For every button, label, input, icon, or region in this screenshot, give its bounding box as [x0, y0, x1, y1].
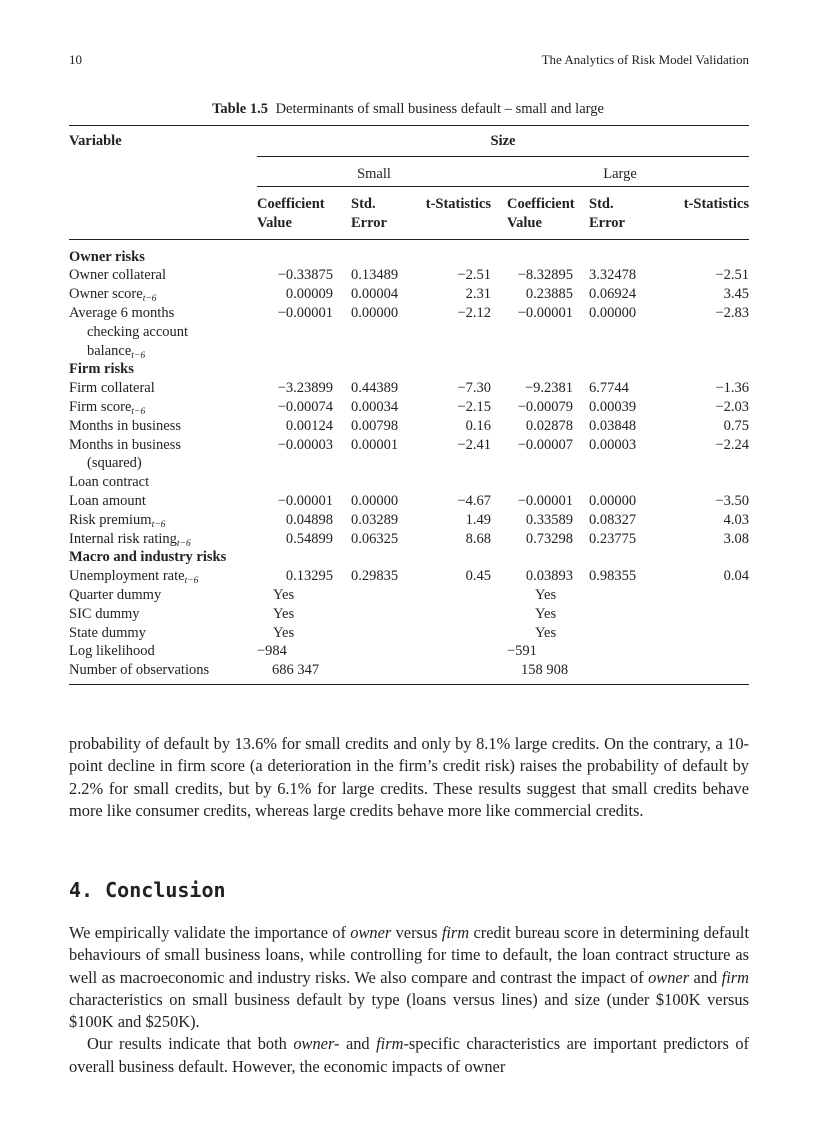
row-label: Loan amount: [69, 492, 146, 509]
large-t-stat: [653, 605, 749, 624]
table-caption-label: Table 1.5: [212, 101, 268, 117]
group-header-large: Large: [491, 157, 749, 187]
small-coefficient: Yes: [273, 624, 295, 641]
large-std-error: [583, 586, 653, 605]
large-std-error: 0.06924: [589, 286, 637, 303]
subheader-coef-small: Coefficient Value: [257, 196, 325, 231]
large-std-error: [583, 605, 653, 624]
row-label: Risk premium$_{t-6}$: [69, 511, 166, 530]
small-t-stat: [417, 624, 491, 643]
table-row: [69, 266, 749, 285]
table-row: [69, 642, 749, 661]
row-label: Firm collateral: [69, 380, 155, 397]
paragraph-conclusion: [69, 922, 749, 1078]
small-std-error: [345, 624, 417, 643]
large-std-error: 0.23775: [589, 530, 637, 547]
table-row: [69, 624, 749, 643]
subheader-coef-large: Coefficient Value: [507, 196, 575, 231]
small-t-stat: −7.30: [457, 380, 491, 397]
table-row: [69, 661, 749, 680]
section-label-macro: Macro and industry risks: [69, 549, 227, 566]
paragraph-conclusion-2: Our results indicate that both owner- and firm-specific characteristics are important predictors of overall business default. However, the economic impacts of owner: [69, 1034, 749, 1076]
large-coefficient: 0.02878: [525, 417, 573, 434]
table-row: [69, 398, 749, 417]
small-coefficient: −0.00003: [277, 436, 333, 453]
subheader-std-large: Std. Error: [589, 196, 625, 231]
small-std-error: 0.13489: [351, 267, 399, 284]
large-std-error: 0.00039: [589, 398, 637, 415]
row-label: Log likelihood: [69, 643, 155, 660]
small-coefficient: −0.00001: [277, 492, 333, 509]
large-std-error: 6.7744: [589, 380, 629, 397]
small-std-error: [345, 586, 417, 605]
large-coefficient: −9.2381: [524, 380, 573, 397]
small-coefficient: 0.13295: [285, 568, 333, 585]
large-coefficient: Yes: [535, 624, 557, 641]
large-t-stat: [653, 624, 749, 643]
row-label: Unemployment rate$_{t-6}$: [69, 568, 199, 587]
small-std-error: 0.00004: [351, 286, 399, 303]
row-label: Firm score$_{t-6}$: [69, 398, 146, 417]
large-t-stat: 0.04: [723, 568, 749, 585]
large-coefficient: 0.33589: [525, 511, 573, 528]
large-t-stat: 4.03: [723, 511, 749, 528]
section-row: [69, 360, 749, 379]
small-std-error: [345, 605, 417, 624]
small-std-error: 0.29835: [351, 568, 399, 585]
subheader-tstat-small: t-Statistics: [425, 196, 491, 212]
subheader-tstat-large: t-Statistics: [683, 196, 749, 212]
table-row: [69, 511, 749, 530]
page-number: 10: [69, 52, 82, 67]
large-t-stat: −2.83: [715, 304, 749, 321]
large-coefficient: −0.00001: [517, 492, 573, 509]
row-label: Average 6 months checking account balance$_{t-6}$: [69, 304, 189, 361]
small-coefficient: 0.00009: [285, 286, 333, 303]
table-row: [69, 567, 749, 586]
small-coefficient: Yes: [273, 586, 295, 603]
small-t-stat: 2.31: [465, 286, 491, 303]
section-row: [69, 248, 749, 267]
running-header: [69, 52, 749, 70]
large-coefficient: −0.00001: [517, 304, 573, 321]
section-heading-conclusion: 4. Conclusion: [69, 878, 226, 902]
section-label-loan: Loan contract: [69, 474, 150, 491]
small-std-error: [345, 661, 417, 680]
running-head-title: The Analytics of Risk Model Validation: [541, 52, 749, 67]
table-row: [69, 379, 749, 398]
table-row: [69, 605, 749, 624]
small-coefficient: −0.33875: [277, 267, 333, 284]
large-t-stat: 3.45: [723, 286, 749, 303]
small-std-error: 0.00000: [351, 304, 399, 321]
large-std-error: 3.32478: [589, 267, 637, 284]
large-std-error: 0.00000: [589, 304, 637, 321]
large-coefficient: 0.73298: [525, 530, 573, 547]
row-label: Months in business (squared): [69, 436, 181, 472]
small-coefficient: −0.00001: [277, 304, 333, 321]
large-std-error: 0.98355: [589, 568, 637, 585]
small-t-stat: [417, 661, 491, 680]
section-row: [69, 473, 749, 492]
small-t-stat: −2.15: [457, 398, 491, 415]
table-row: [69, 285, 749, 304]
results-table: [69, 125, 749, 685]
large-t-stat: [653, 586, 749, 605]
large-coefficient: −0.00079: [517, 398, 573, 415]
large-t-stat: 0.75: [723, 417, 749, 434]
large-coefficient: −591: [507, 643, 537, 660]
large-std-error: [583, 642, 653, 661]
row-label: Number of observations: [69, 662, 210, 679]
small-std-error: [345, 642, 417, 661]
large-coefficient: −0.00007: [517, 436, 573, 453]
paragraph-conclusion-1: We empirically validate the importance of owner versus firm credit bureau score in determining default behaviours of small business loans, while controlling for time to default, the loan contract structure as well as macroeconomic and industry risks. We also compare and contrast the impact of owner and firm characteristics on small business default by type (loans versus lines) and size (under $100K versus $100K and $250K).: [69, 923, 750, 1032]
small-coefficient: 0.00124: [285, 417, 333, 434]
small-t-stat: −2.51: [457, 267, 491, 284]
paragraph-text: probability of default by 13.6% for small credits and only by 8.1% large credits. On the contrary, a 10-point decline in firm score (a deterioration in the firm’s credit risk) raises the probability of default by 2.2% for small credits, but by 6.1% for large credits. These results suggest that small credits behave more like consumer credits, whereas large credits behave more like commercial credits.: [69, 734, 749, 820]
small-coefficient: 0.04898: [285, 511, 333, 528]
small-coefficient: 686 347: [272, 662, 320, 679]
col-header-size: Size: [257, 126, 749, 157]
table-row: [69, 304, 749, 360]
small-std-error: 0.00000: [351, 492, 399, 509]
row-label: State dummy: [69, 624, 146, 641]
table-row: [69, 436, 749, 474]
table-caption: [0, 101, 816, 118]
large-coefficient: −8.32895: [517, 267, 573, 284]
subheader-std-small: Std. Error: [351, 196, 387, 231]
table-row: [69, 492, 749, 511]
large-std-error: 0.08327: [589, 511, 637, 528]
small-t-stat: −2.41: [457, 436, 491, 453]
small-t-stat: [417, 642, 491, 661]
small-std-error: 0.00798: [351, 417, 399, 434]
col-header-variable: Variable: [69, 133, 122, 149]
large-std-error: [583, 661, 653, 680]
large-coefficient: 158 908: [521, 662, 569, 679]
section-label-owner: Owner risks: [69, 248, 145, 265]
small-std-error: 0.06325: [351, 530, 399, 547]
large-std-error: 0.00000: [589, 492, 637, 509]
small-t-stat: 0.16: [465, 417, 491, 434]
large-std-error: 0.00003: [589, 436, 637, 453]
paragraph-results: [69, 733, 749, 822]
large-t-stat: [653, 661, 749, 680]
large-coefficient: 0.03893: [525, 568, 573, 585]
small-coefficient: −0.00074: [277, 398, 333, 415]
small-t-stat: [417, 605, 491, 624]
small-t-stat: 0.45: [465, 568, 491, 585]
row-label: Quarter dummy: [69, 586, 162, 603]
section-row: [69, 548, 749, 567]
small-coefficient: −3.23899: [277, 380, 333, 397]
large-t-stat: 3.08: [723, 530, 749, 547]
large-t-stat: [653, 642, 749, 661]
row-label: Months in business: [69, 417, 181, 434]
large-t-stat: −2.51: [715, 267, 749, 284]
large-t-stat: −2.24: [715, 436, 749, 453]
large-coefficient: 0.23885: [525, 286, 573, 303]
table-row: [69, 586, 749, 605]
large-std-error: [583, 624, 653, 643]
small-std-error: 0.00034: [351, 398, 399, 415]
small-coefficient: −984: [257, 643, 287, 660]
row-label: Owner collateral: [69, 267, 167, 284]
large-t-stat: −2.03: [715, 398, 749, 415]
small-t-stat: −4.67: [457, 492, 491, 509]
small-t-stat: −2.12: [457, 304, 491, 321]
large-t-stat: −1.36: [715, 380, 749, 397]
small-std-error: 0.00001: [351, 436, 399, 453]
row-label: Owner score$_{t-6}$: [69, 286, 157, 305]
small-t-stat: 1.49: [465, 511, 491, 528]
small-coefficient: Yes: [273, 605, 295, 622]
row-label: SIC dummy: [69, 605, 140, 622]
large-std-error: 0.03848: [589, 417, 637, 434]
table-row: [69, 417, 749, 436]
small-coefficient: 0.54899: [285, 530, 333, 547]
group-header-small: Small: [257, 157, 491, 187]
large-t-stat: −3.50: [715, 492, 749, 509]
small-std-error: 0.03289: [351, 511, 399, 528]
small-t-stat: [417, 586, 491, 605]
row-label: Internal risk rating$_{t-6}$: [69, 530, 191, 549]
large-coefficient: Yes: [535, 605, 557, 622]
small-t-stat: 8.68: [465, 530, 491, 547]
large-coefficient: Yes: [535, 586, 557, 603]
section-label-firm: Firm risks: [69, 361, 134, 378]
table-caption-text: Determinants of small business default – small and large: [275, 101, 604, 117]
table-row: [69, 530, 749, 549]
small-std-error: 0.44389: [351, 380, 399, 397]
